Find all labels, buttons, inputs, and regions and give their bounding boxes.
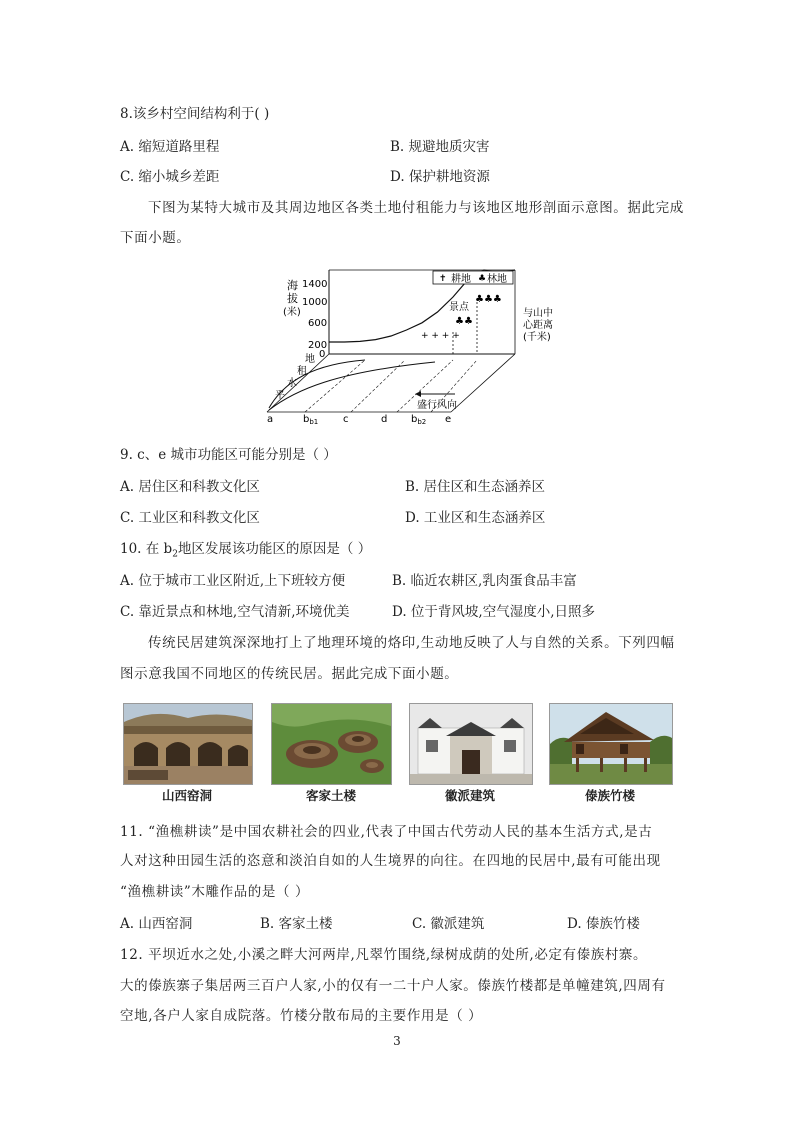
zone-letter-a: a — [267, 414, 274, 425]
q11-line3: “渔樵耕读”木雕作品的是（ ） — [120, 884, 310, 900]
scenic-label: 景点 — [449, 302, 469, 313]
q9-option-d: D. 工业区和生态涵养区 — [405, 510, 546, 526]
plane-left-edge — [267, 354, 329, 412]
intro1-line1: 下图为某特大城市及其周边地区各类土地付租能力与该地区地形剖面示意图。据此完成 — [148, 200, 684, 216]
photo-hakka-tulou — [271, 703, 392, 785]
photo-caption-1: 山西窑洞 — [161, 788, 212, 803]
zone-letter-d: d — [381, 414, 388, 425]
side-label-zu: 租 — [297, 366, 307, 377]
photo-caption-2: 客家土楼 — [305, 788, 356, 803]
forest-marks-2: ♣♣♣ — [475, 294, 502, 305]
y-tick-600: 600 — [308, 318, 328, 329]
q10-option-c: C. 靠近景点和林地,空气清新,环境优美 — [120, 604, 350, 620]
q10-option-b: B. 临近农耕区,乳肉蛋食品丰富 — [392, 573, 577, 589]
y-tick-1400: 1400 — [302, 279, 328, 290]
page-number: 3 — [393, 1034, 401, 1048]
q10-option-a: A. 位于城市工业区附近,上下班较方便 — [120, 573, 346, 589]
photo-dai-bamboo — [549, 703, 673, 785]
q12-line1: 12. 平坝近水之处,小溪之畔大河两岸,凡翠竹围绕,绿树成荫的处所,必定有傣族村寨。 — [120, 947, 648, 963]
zone-letter-b2: $b_{b2}$ — [411, 414, 427, 426]
intro2-line1: 传统民居建筑深深地打上了地理环境的烙印,生动地反映了人与自然的关系。下列四幅 — [148, 635, 675, 651]
q11-option-d: D. 傣族竹楼 — [567, 916, 640, 932]
q11-line2: 人对这种田园生活的恣意和淡泊自如的人生境界的向往。在四地的民居中,最有可能出现 — [120, 853, 661, 869]
intro2-line2: 图示意我国不同地区的传统民居。据此完成下面小题。 — [120, 666, 459, 682]
q10-option-d: D. 位于背风坡,空气湿度小,日照多 — [392, 604, 596, 620]
wind-arrow-head — [415, 391, 421, 397]
legend-forest-label: 林地 — [487, 274, 507, 285]
zone-letter-c: c — [343, 414, 349, 425]
photo-shanxi-cave — [123, 703, 253, 785]
q11-option-a: A. 山西窑洞 — [120, 916, 193, 932]
q8-stem: 8.该乡村空间结构利于( ) — [120, 106, 270, 122]
q12-line2: 大的傣族寨子集居两三百户人家,小的仅有一二十户人家。傣族竹楼都是单幢建筑,四周有 — [120, 978, 666, 994]
legend-farmland-symbol: ✝ — [439, 274, 447, 284]
q8-option-c: C. 缩小城乡差距 — [120, 169, 220, 185]
zone-letter-b1: $b_{b1}$ — [303, 414, 319, 426]
plane-right-edge — [451, 354, 515, 412]
side-label-ping: 平 — [275, 390, 285, 401]
photo-hui-architecture — [409, 703, 533, 785]
q9-stem: 9. c、e 城市功能区可能分别是（ ） — [120, 447, 337, 463]
q8-option-b: B. 规避地质灾害 — [390, 139, 490, 155]
q11-option-b: B. 客家土楼 — [260, 916, 333, 932]
legend-forest-symbol: ♣ — [478, 274, 487, 284]
side-label-shui: 水 — [287, 378, 297, 389]
farmland-marks: + + + + — [421, 331, 460, 341]
q9-option-c: C. 工业区和科教文化区 — [120, 510, 260, 526]
distance-label-3: (千米) — [523, 332, 551, 343]
q12-line3: 空地,各户人家自成院落。竹楼分散布局的主要作用是（ ） — [120, 1008, 483, 1024]
q10-stem-subscript: 2 — [172, 549, 178, 560]
y-tick-0: 0 — [319, 349, 326, 360]
photo-caption-4: 傣族竹楼 — [584, 788, 635, 803]
y-axis-label-3: (米) — [283, 307, 301, 318]
photo-caption-3: 徽派建筑 — [444, 788, 495, 803]
side-label-di: 地 — [305, 354, 315, 365]
q8-option-d: D. 保护耕地资源 — [390, 169, 490, 185]
y-axis-label-1: 海 — [287, 279, 298, 292]
legend-farmland-label: 耕地 — [451, 274, 471, 285]
q10-stem-start: 10. 在 b — [120, 541, 173, 557]
zone-letter-e: e — [445, 414, 452, 425]
y-tick-1000: 1000 — [302, 297, 328, 308]
q10-stem — [120, 540, 371, 564]
distance-label-2: 心距离 — [523, 320, 553, 331]
y-axis-label-2: 拔 — [287, 292, 298, 305]
intro1-line2: 下面小题。 — [120, 230, 191, 246]
q10-stem-end: 地区发展该功能区的原因是（ ） — [177, 541, 372, 557]
distance-label-1: 与山中 — [523, 308, 553, 319]
q9-option-a: A. 居住区和科教文化区 — [120, 479, 260, 495]
q11-line1: 11. “渔樵耕读”是中国农耕社会的四业,代表了中国古代劳动人民的基本生活方式,是古 — [120, 824, 653, 840]
zone-line-2 — [351, 360, 405, 412]
q11-option-c: C. 徽派建筑 — [412, 916, 485, 932]
q9-option-b: B. 居住区和生态涵养区 — [405, 479, 546, 495]
q8-option-a: A. 缩短道路里程 — [120, 139, 220, 155]
y-tick-200: 200 — [308, 340, 328, 351]
wind-label: 盛行风向 — [417, 400, 457, 411]
forest-marks: ♣♣ — [455, 316, 473, 327]
profile-diagram — [255, 262, 555, 427]
